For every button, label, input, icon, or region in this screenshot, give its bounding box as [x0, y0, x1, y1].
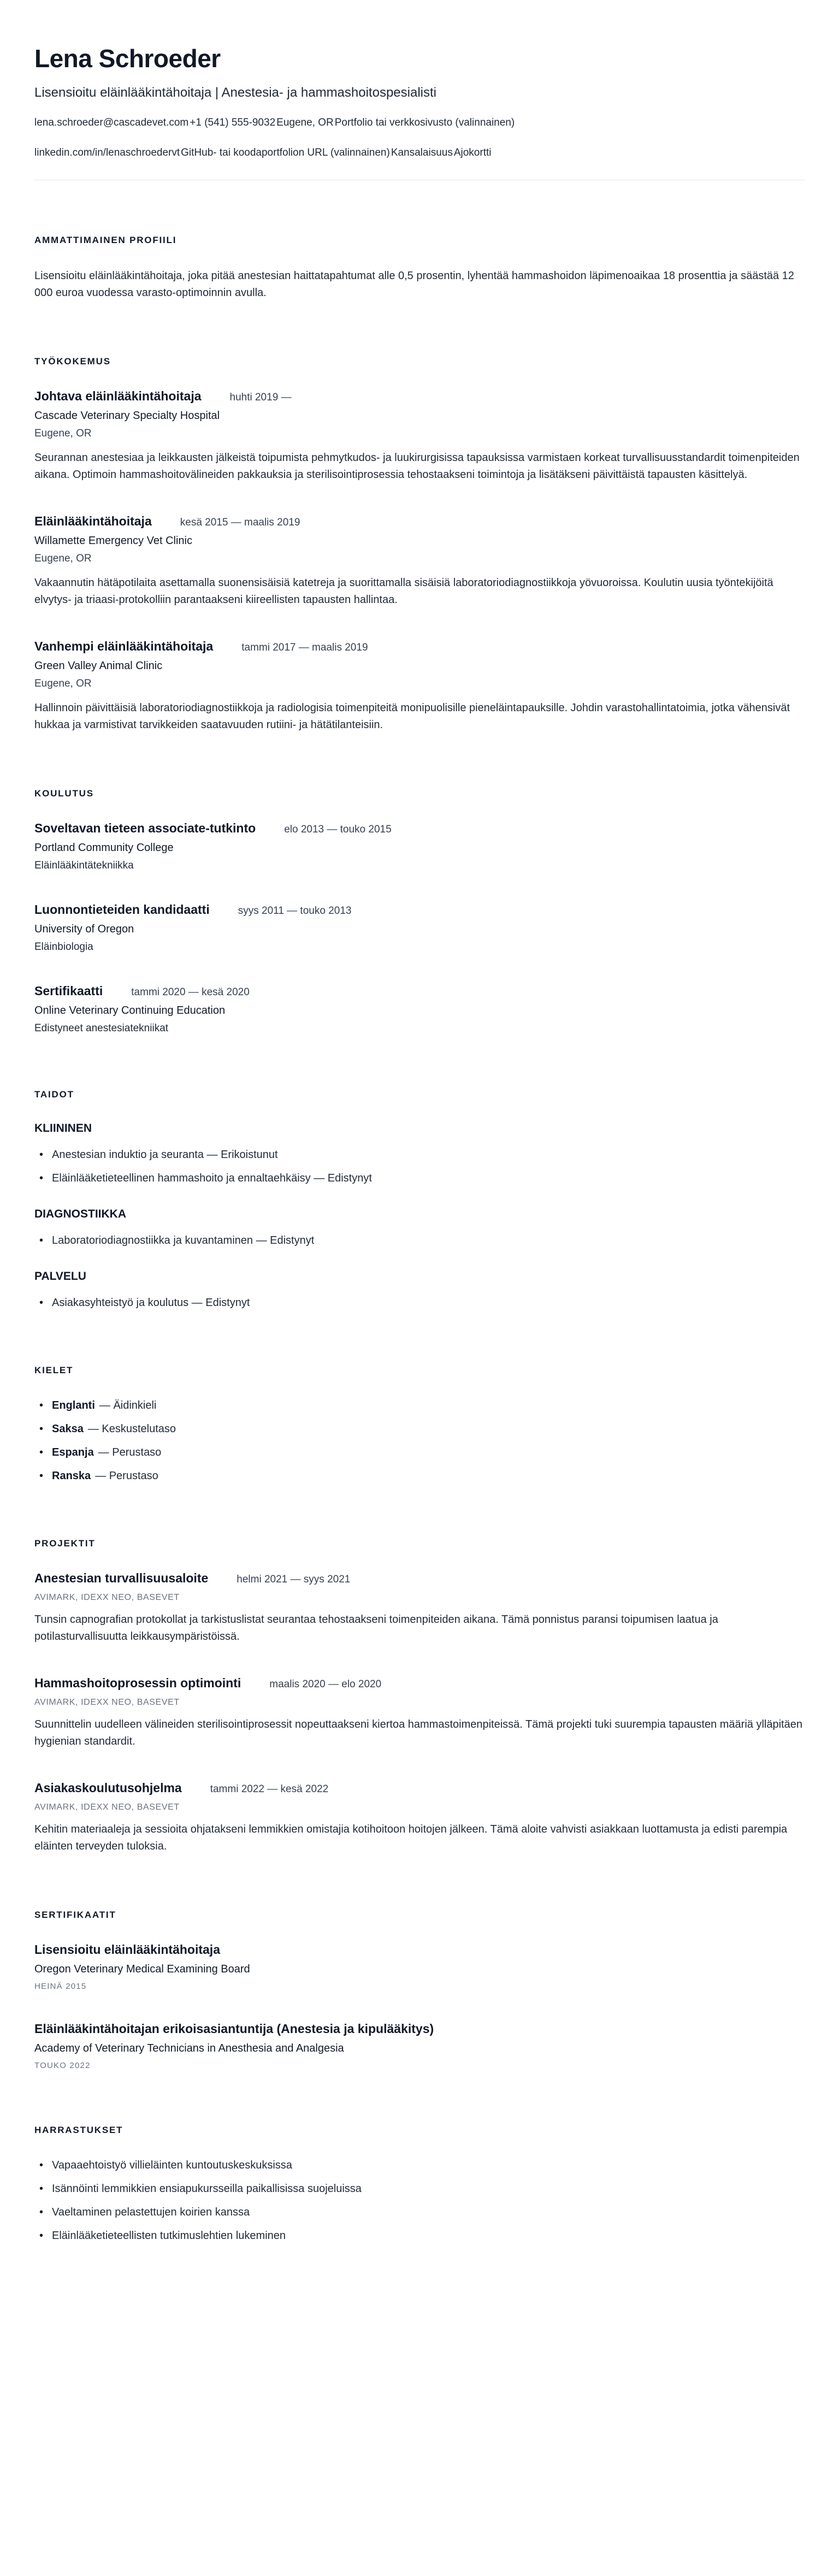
skill-text: Eläinlääketieteellinen hammashoito ja ennaltaehkäisy — Edistynyt	[52, 1172, 372, 1185]
language-item	[34, 1468, 805, 1484]
job-location: Eugene, OR	[34, 428, 92, 440]
education-entry	[34, 984, 805, 1035]
certification-date: HEINÄ 2015	[34, 1982, 87, 1992]
degree-title: Luonnontieteiden kandidaatti	[34, 902, 210, 917]
job-entry	[34, 389, 805, 483]
education-dates: tammi 2020 — kesä 2020	[131, 986, 250, 999]
hobby-text: Vaeltaminen pelastettujen koirien kanssa	[52, 2206, 250, 2219]
education-title-row	[34, 984, 805, 999]
job-description: Hallinnoin päivittäisiä laboratoriodiagnostiikkoja ja radiologisia toimenpiteitä monipuolisille pieneläintapauksille. Johdin varastohallintatoimia, jotka vähensivät hukkaa ja varmistivat tarvikkeiden saatavuuden rutiini- ja hätätilanteisiin.	[34, 702, 790, 731]
school-name: University of Oregon	[34, 923, 134, 936]
language-list	[34, 1398, 805, 1484]
project-dates: helmi 2021 — syys 2021	[237, 1574, 351, 1586]
project-tools: AVIMARK, IDEXX NEO, BASEVET	[34, 1593, 180, 1603]
project-title: Asiakaskoulutusohjelma	[34, 1781, 182, 1795]
location-text: Eugene, OR	[276, 117, 334, 128]
section-education	[34, 788, 805, 1035]
section-heading-languages: KIELET	[34, 1365, 74, 1376]
project-title-row	[34, 1676, 805, 1691]
education-entry	[34, 902, 805, 953]
section-languages	[34, 1365, 805, 1484]
project-title-row	[34, 1781, 805, 1795]
skill-group-service	[34, 1270, 805, 1310]
certification-title: Lisensioitu eläinlääkintähoitaja	[34, 1942, 220, 1957]
job-dates: tammi 2017 — maalis 2019	[241, 642, 368, 654]
section-heading-experience: TYÖKOKEMUS	[34, 356, 111, 367]
job-title-row	[34, 389, 805, 404]
education-title-row	[34, 821, 805, 836]
education-dates: syys 2011 — touko 2013	[238, 905, 352, 917]
school-name: Portland Community College	[34, 842, 174, 854]
portfolio-text: Portfolio tai verkkosivusto (valinnainen)	[334, 117, 515, 128]
section-heading-certifications: SERTIFIKAATIT	[34, 1910, 116, 1921]
skill-text: Asiakasyhteistyö ja koulutus — Edistynyt	[52, 1297, 250, 1309]
section-heading-hobbies: HARRASTUKSET	[34, 2125, 123, 2136]
project-tools: AVIMARK, IDEXX NEO, BASEVET	[34, 1803, 180, 1812]
section-certifications	[34, 1910, 805, 2070]
job-company: Green Valley Animal Clinic	[34, 660, 163, 672]
skill-text: Anestesian induktio ja seuranta — Erikoistunut	[52, 1149, 278, 1161]
section-skills	[34, 1089, 805, 1310]
resume-header	[34, 44, 805, 180]
hobby-item	[34, 2228, 805, 2243]
language-item	[34, 1421, 805, 1437]
section-heading-projects: PROJEKTIT	[34, 1538, 96, 1549]
certification-entry	[34, 2022, 805, 2070]
job-title-row	[34, 514, 805, 529]
job-company: Cascade Veterinary Specialty Hospital	[34, 410, 220, 422]
linkedin-text: linkedin.com/in/lenaschroedervt	[34, 146, 180, 158]
hobby-item	[34, 2158, 805, 2173]
skill-item	[34, 1295, 805, 1310]
section-projects	[34, 1538, 805, 1855]
hobby-text: Eläinlääketieteellisten tutkimuslehtien lukeminen	[52, 2230, 286, 2242]
skill-list	[34, 1147, 805, 1186]
certification-date: TOUKO 2022	[34, 2061, 91, 2071]
language-name: Ranska	[52, 1470, 91, 1482]
project-entry	[34, 1676, 805, 1750]
field-of-study: Edistyneet anestesiatekniikat	[34, 1023, 169, 1035]
profile-summary: Lisensioitu eläinlääkintähoitaja, joka pitää anestesian haittatapahtumat alle 0,5 prosentin, lyhentää hammashoidon läpimenoaikaa 18 prosenttia ja säästää 12 000 euroa vuodessa varasto-optimoinnin avulla.	[34, 270, 794, 299]
skill-group-title: DIAGNOSTIIKKA	[34, 1208, 126, 1221]
education-title-row	[34, 902, 805, 917]
language-name: Espanja	[52, 1446, 94, 1459]
project-title-row	[34, 1571, 805, 1586]
project-dates: maalis 2020 — elo 2020	[269, 1679, 382, 1691]
project-description: Suunnittelin uudelleen välineiden sterilisointiprosessit nopeuttaakseni kiertoa hammastoimenpiteissä. Tämä projekti tuki suurempia tapausten määriä ylläpitäen hygienian standardit.	[34, 1718, 802, 1748]
hobby-item	[34, 2205, 805, 2220]
job-location: Eugene, OR	[34, 678, 92, 690]
school-name: Online Veterinary Continuing Education	[34, 1005, 226, 1017]
job-description: Seurannan anestesiaa ja leikkausten jälkeistä toipumista pehmytkudos- ja luukirurgisissa tapauksissa varmistaen korkeat turvallisuusstandardit toimenpiteiden aikana. Optimoin hammashoitovälineiden pakkauksia ja sterilisointiprosessia tehostaakseni toimintoja ja lisätäkseni päivittäistä tapausten käsittelyä.	[34, 452, 800, 481]
skill-text: Laboratoriodiagnostiikka ja kuvantaminen — Edistynyt	[52, 1234, 315, 1247]
skill-item	[34, 1233, 805, 1248]
project-entry	[34, 1781, 805, 1855]
language-level: — Keskustelutaso	[87, 1423, 176, 1435]
hobby-list	[34, 2158, 805, 2243]
candidate-name: Lena Schroeder	[34, 44, 221, 73]
certification-issuer: Oregon Veterinary Medical Examining Board	[34, 1963, 250, 1976]
job-description: Vakaannutin hätäpotilaita asettamalla suonensisäisiä katetreja ja suorittamalla sisäisiä laboratoriodiagnostiikkoja yövuoroissa. Koulutin uusia työntekijöitä elvytys- ja triaasi-protokolliin parantaakseni kiireellisten tapausten hallintaa.	[34, 577, 773, 606]
language-item	[34, 1445, 805, 1460]
certification-title: Eläinlääkintähoitajan erikoisasiantuntija (Anestesia ja kipulääkitys)	[34, 2022, 434, 2036]
language-name: Saksa	[52, 1423, 84, 1435]
hobby-text: Isännöinti lemmikkien ensiapukursseilla paikallisissa suojeluissa	[52, 2183, 362, 2195]
candidate-title: Lisensioitu eläinlääkintähoitaja | Anestesia- ja hammashoitospesialisti	[34, 85, 436, 100]
skill-list	[34, 1233, 805, 1248]
section-heading-education: KOULUTUS	[34, 788, 94, 799]
section-experience	[34, 356, 805, 734]
skill-group-clinical	[34, 1122, 805, 1186]
language-level: — Perustaso	[98, 1446, 162, 1459]
language-item	[34, 1398, 805, 1413]
skill-group-diagnostics	[34, 1208, 805, 1248]
email-text: lena.schroeder@cascadevet.com	[34, 117, 189, 128]
skill-list	[34, 1295, 805, 1310]
skill-item	[34, 1147, 805, 1162]
phone-text: +1 (541) 555-9032	[190, 117, 276, 128]
job-title: Johtava eläinlääkintähoitaja	[34, 389, 202, 404]
language-level: — Äidinkieli	[99, 1399, 157, 1412]
education-entry	[34, 821, 805, 872]
job-dates: huhti 2019 —	[229, 392, 292, 404]
project-description: Tunsin capnografian protokollat ja tarkistuslistat seurantaa tehostaakseni toimenpiteiden aikana. Tämä ponnistus paransi toipumisen laatua ja potilasturvallisuutta leikkausympäristöissä.	[34, 1614, 718, 1643]
certification-issuer: Academy of Veterinary Technicians in Anesthesia and Analgesia	[34, 2042, 344, 2055]
github-text: GitHub- tai koodaportfolion URL (valinnainen)	[181, 146, 390, 158]
job-company: Willamette Emergency Vet Clinic	[34, 535, 192, 547]
project-description: Kehitin materiaaleja ja sessioita ohjatakseni lemmikkien omistajia kotihoitoon hoitojen jälkeen. Tämä aloite vahvisti asiakkaan luottamusta ja edisti parempia eläinten terveyden tuloksia.	[34, 1823, 788, 1853]
education-dates: elo 2013 — touko 2015	[284, 824, 392, 836]
project-tools: AVIMARK, IDEXX NEO, BASEVET	[34, 1698, 180, 1708]
skill-group-title: PALVELU	[34, 1270, 86, 1283]
section-profile	[34, 235, 805, 302]
job-location: Eugene, OR	[34, 553, 92, 565]
field-of-study: Eläinbiologia	[34, 941, 93, 953]
certification-entry	[34, 1942, 805, 1991]
driving-license-text: Ajokortti	[453, 146, 492, 158]
project-title: Anestesian turvallisuusaloite	[34, 1571, 209, 1586]
hobby-item	[34, 2181, 805, 2196]
language-name: Englanti	[52, 1399, 95, 1412]
project-title: Hammashoitoprosessin optimointi	[34, 1676, 241, 1691]
section-heading-profile: AMMATTIMAINEN PROFIILI	[34, 235, 177, 246]
degree-title: Soveltavan tieteen associate-tutkinto	[34, 821, 256, 836]
section-hobbies	[34, 2125, 805, 2243]
job-title: Vanhempi eläinlääkintähoitaja	[34, 639, 214, 654]
section-heading-skills: TAIDOT	[34, 1089, 74, 1100]
job-entry	[34, 514, 805, 608]
contact-row-2	[34, 146, 805, 161]
contact-row-1	[34, 116, 805, 131]
language-level: — Perustaso	[95, 1470, 158, 1482]
project-dates: tammi 2022 — kesä 2022	[210, 1783, 329, 1795]
field-of-study: Eläinlääkintätekniikka	[34, 860, 134, 872]
citizenship-text: Kansalaisuus	[391, 146, 453, 158]
job-entry	[34, 639, 805, 734]
job-dates: kesä 2015 — maalis 2019	[180, 517, 300, 529]
skill-group-title: KLIININEN	[34, 1122, 92, 1135]
skill-item	[34, 1171, 805, 1186]
project-entry	[34, 1571, 805, 1645]
job-title: Eläinlääkintähoitaja	[34, 514, 152, 529]
hobby-text: Vapaaehtoistyö villieläinten kuntoutuskeskuksissa	[52, 2159, 292, 2172]
degree-title: Sertifikaatti	[34, 984, 103, 999]
job-title-row	[34, 639, 805, 654]
